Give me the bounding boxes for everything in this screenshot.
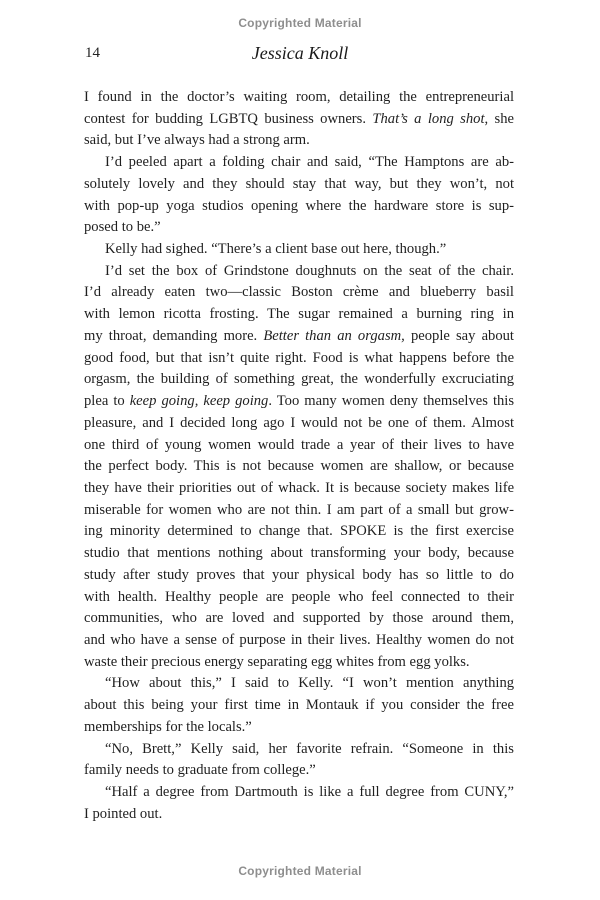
paragraph <box>84 261 514 674</box>
text-line: miserable for women who are not thin. I am part of a small but grow- <box>84 501 514 518</box>
text-line: and who have a sense of purpose in their lives. Healthy women do not <box>84 631 514 648</box>
text-line: one third of young women would trade a year of their lives to have <box>84 436 514 453</box>
text-line: Kelly had sighed. “There’s a client base out here, though.” <box>105 241 447 258</box>
paragraph <box>84 239 514 261</box>
copyright-notice-top: Copyrighted Material <box>238 16 362 30</box>
text-line: with lemon ricotta frosting. The sugar remained a burning ring in <box>84 306 514 323</box>
text-line: “How about this,” I said to Kelly. “I won’t mention anything <box>105 675 514 692</box>
copyright-notice-bottom: Copyrighted Material <box>238 864 362 878</box>
paragraph <box>84 87 514 152</box>
body-text <box>84 87 514 825</box>
text-line: waste their precious energy separating egg whites from egg yolks. <box>84 653 470 670</box>
text-line: contest for budding LGBTQ business owners. That’s a long shot, she <box>84 110 514 127</box>
page-number: 14 <box>85 45 100 61</box>
text-line: studio that mentions nothing about transforming your body, because <box>84 545 514 562</box>
text-line: orgasm, the building of something great, the wonderfully excruciating <box>84 371 514 388</box>
text-line: they have their priorities out of whack. It is because society makes life <box>84 479 514 496</box>
text-line: solutely lovely and they should stay that way, but they won’t, not <box>84 175 514 192</box>
paragraph <box>84 782 514 825</box>
text-line: memberships for the locals.” <box>84 718 252 735</box>
paragraph <box>84 739 514 782</box>
text-line: I’d set the box of Grindstone doughnuts on the seat of the chair. <box>105 262 514 279</box>
text-line: the perfect body. This is not because women are shallow, or because <box>84 458 514 475</box>
text-line: study after study proves that your physical body has so little to do <box>84 566 514 583</box>
text-line: I’d peeled apart a folding chair and said, “The Hamptons are ab- <box>105 154 514 171</box>
paragraph <box>84 152 514 239</box>
text-line: good food, but that isn’t quite right. Food is what happens before the <box>84 349 514 366</box>
text-line: ing minority determined to change that. SPOKE is the first exercise <box>84 523 514 540</box>
text-line: “No, Brett,” Kelly said, her favorite refrain. “Someone in this <box>105 740 514 757</box>
text-line: I pointed out. <box>84 805 163 822</box>
text-line: pleasure, and I decided long ago I would not be one of them. Almost <box>84 414 514 431</box>
text-line: I found in the doctor’s waiting room, detailing the entrepreneurial <box>84 89 514 105</box>
text-line: “Half a degree from Dartmouth is like a full degree from CUNY,” <box>105 784 514 800</box>
running-header: Jessica Knoll <box>251 43 349 63</box>
text-line: about this being your first time in Montauk if you consider the free <box>84 697 514 714</box>
text-line: my throat, demanding more. Better than an orgasm, people say about <box>84 327 514 344</box>
text-line: with health. Healthy people are people who feel connected to their <box>84 588 514 605</box>
text-line: with pop-up yoga studios opening where the hardware store is sup- <box>84 197 514 214</box>
text-line: I’d already eaten two—classic Boston crème and blueberry basil <box>84 284 514 301</box>
text-line: plea to keep going, keep going. Too many women deny themselves this <box>84 393 514 410</box>
text-line: communities, who are loved and supported by those around them, <box>84 610 514 627</box>
text-line: family needs to graduate from college.” <box>84 762 316 779</box>
text-line: said, but I’ve always had a strong arm. <box>84 132 310 149</box>
paragraph <box>84 673 514 738</box>
text-line: posed to be.” <box>84 219 161 236</box>
